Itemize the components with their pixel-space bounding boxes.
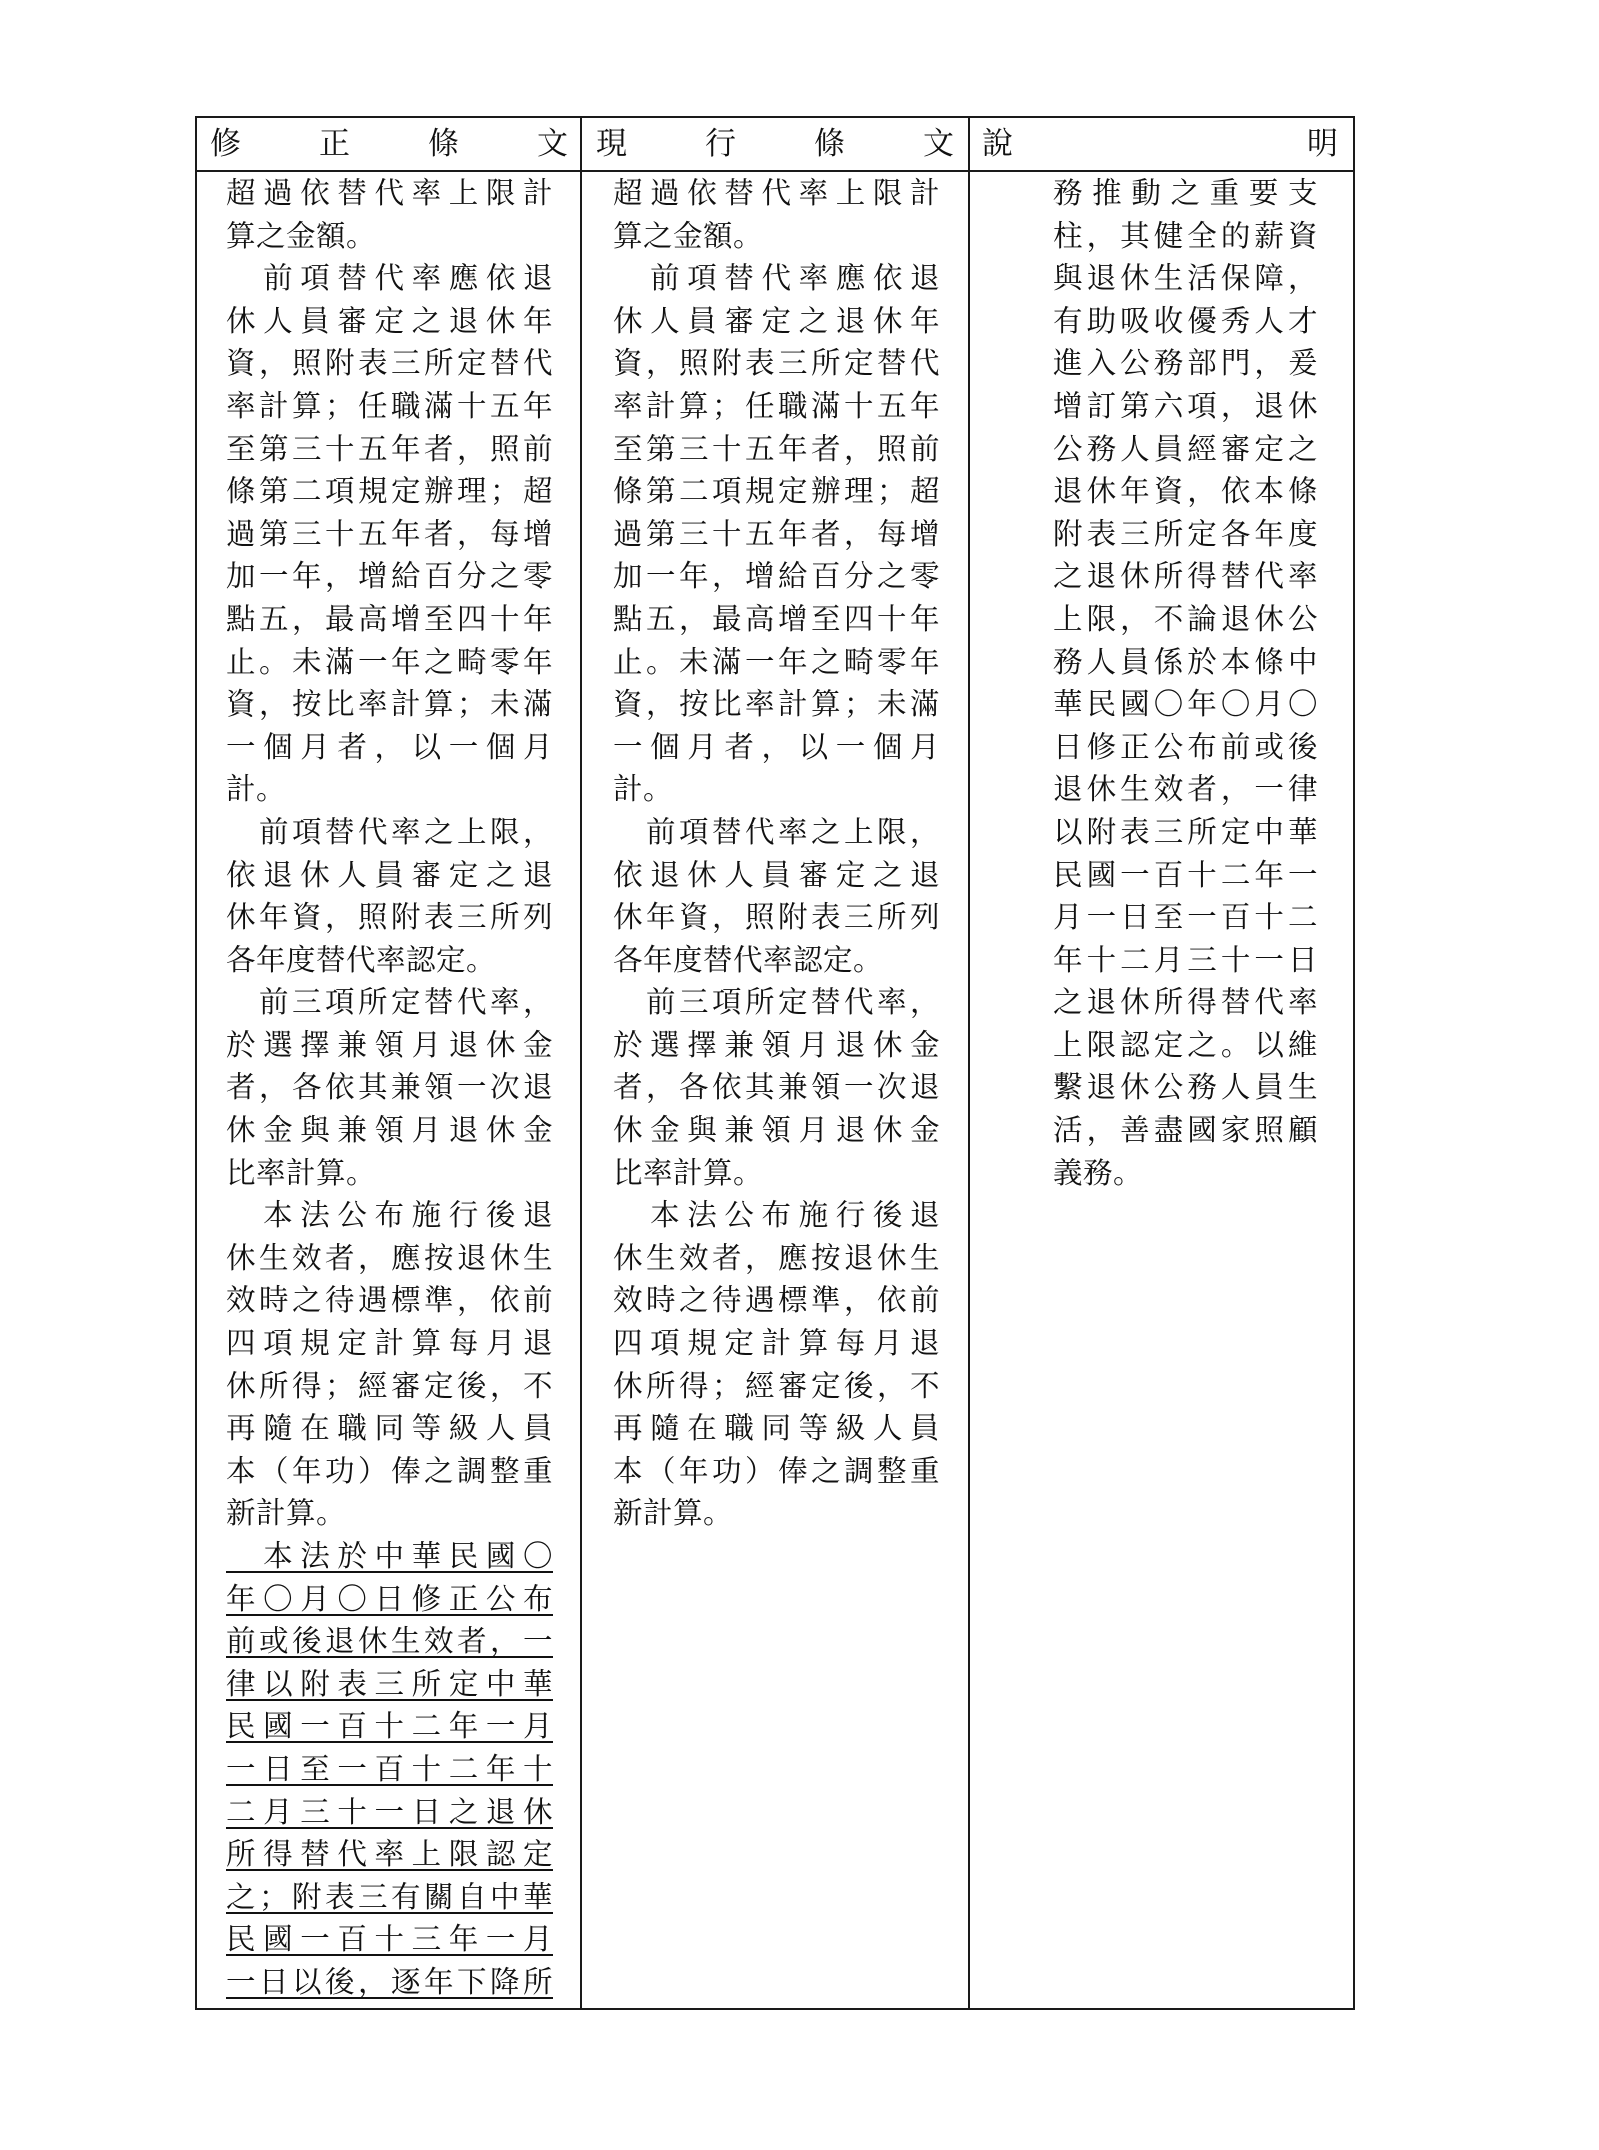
text-line: 各年度替代率認定。 xyxy=(613,942,884,977)
text-line: 一個月者，以一個月 xyxy=(613,729,940,764)
text-line: 至第三十五年者，照前 xyxy=(613,431,940,466)
text-line: 華民國〇年〇月〇 xyxy=(1053,687,1318,722)
text-line: 上限認定之。以維 xyxy=(1053,1027,1318,1062)
amended-articles-column xyxy=(226,172,553,2004)
text-line: 加一年，增給百分之零 xyxy=(613,559,940,594)
text-line: 公務人員經審定之 xyxy=(1053,431,1318,466)
text-line: 各年度替代率認定。 xyxy=(226,942,497,977)
text-line: 過第三十五年者，每增 xyxy=(226,516,553,551)
header-char: 修 xyxy=(210,126,241,162)
text-line: 本（年功）俸之調整重 xyxy=(613,1453,940,1488)
text-line: 民國一百十二年一 xyxy=(1053,857,1318,892)
underlined-text-line: 民國一百十二年一月 xyxy=(226,1709,553,1744)
text-line: 退休生效者，一律 xyxy=(1053,772,1318,807)
text-line: 年十二月三十一日 xyxy=(1053,942,1318,977)
text-line: 超過依替代率上限計 xyxy=(613,176,940,210)
text-line: 務人員係於本條中 xyxy=(1053,644,1318,679)
header-char: 行 xyxy=(705,126,736,162)
text-line: 以附表三所定中華 xyxy=(1053,814,1318,849)
underlined-text-line: 所得替代率上限認定 xyxy=(226,1837,553,1872)
header-explanation xyxy=(982,118,1338,170)
header-char: 條 xyxy=(814,126,845,162)
header-current-articles xyxy=(596,118,954,170)
table-border-left xyxy=(195,116,197,2010)
text-line: 休金與兼領月退休金 xyxy=(613,1113,940,1148)
text-line: 休生效者，應按退休生 xyxy=(613,1240,940,1275)
text-line: 效時之待遇標準，依前 xyxy=(226,1283,553,1318)
text-line: 算之金額。 xyxy=(613,218,764,253)
text-line: 率計算；任職滿十五年 xyxy=(613,388,940,423)
text-line: 條第二項規定辦理；超 xyxy=(613,474,940,509)
text-line: 四項規定計算每月退 xyxy=(613,1326,940,1361)
text-line: 休金與兼領月退休金 xyxy=(226,1113,553,1148)
text-line: 條第二項規定辦理；超 xyxy=(226,474,553,509)
text-line: 增訂第六項，退休 xyxy=(1053,388,1318,423)
text-line: 四項規定計算每月退 xyxy=(226,1326,553,1361)
text-line: 算之金額。 xyxy=(226,218,377,253)
text-line: 本法公布施行後退 xyxy=(226,1198,553,1233)
text-line: 柱，其健全的薪資 xyxy=(1053,218,1318,253)
text-line: 一個月者，以一個月 xyxy=(226,729,553,764)
table-border-right xyxy=(1353,116,1355,2010)
text-line: 止。未滿一年之畸零年 xyxy=(226,644,553,679)
text-line: 之退休所得替代率 xyxy=(1053,985,1318,1020)
text-line: 休人員審定之退休年 xyxy=(613,303,940,338)
text-line: 過第三十五年者，每增 xyxy=(613,516,940,551)
text-line: 資，按比率計算；未滿 xyxy=(226,687,553,722)
underlined-text-line: 律以附表三所定中華 xyxy=(226,1666,553,1701)
explanation-column xyxy=(1053,172,1318,1194)
text-line: 繫退休公務人員生 xyxy=(1053,1070,1318,1105)
text-line: 之退休所得替代率 xyxy=(1053,559,1318,594)
text-line: 比率計算。 xyxy=(613,1155,764,1190)
underlined-text-line: 年〇月〇日修正公布 xyxy=(226,1581,553,1616)
text-line: 比率計算。 xyxy=(226,1155,377,1190)
text-line: 點五，最高增至四十年 xyxy=(613,601,940,636)
underlined-text-line: 一日至一百十二年十 xyxy=(226,1751,553,1786)
text-line: 前項替代率應依退 xyxy=(226,261,553,296)
text-line: 務推動之重要支 xyxy=(1053,176,1318,210)
table-border-bottom xyxy=(195,2008,1355,2010)
text-line: 資，照附表三所定替代 xyxy=(613,346,940,381)
current-articles-column xyxy=(613,172,940,1535)
text-line: 休年資，照附表三所列 xyxy=(226,900,553,935)
header-char: 正 xyxy=(319,126,350,162)
text-line: 者，各依其兼領一次退 xyxy=(226,1070,553,1105)
text-line: 附表三所定各年度 xyxy=(1053,516,1318,551)
text-line: 再隨在職同等級人員 xyxy=(226,1411,553,1446)
text-line: 依退休人員審定之退 xyxy=(226,857,553,892)
text-line: 休人員審定之退休年 xyxy=(226,303,553,338)
text-line: 點五，最高增至四十年 xyxy=(226,601,553,636)
text-line: 者，各依其兼領一次退 xyxy=(613,1070,940,1105)
text-line: 進入公務部門，爰 xyxy=(1053,346,1318,381)
text-line: 休所得；經審定後，不 xyxy=(226,1368,553,1403)
text-line: 休年資，照附表三所列 xyxy=(613,900,940,935)
text-line: 上限，不論退休公 xyxy=(1053,601,1318,636)
text-line: 活，善盡國家照顧 xyxy=(1053,1113,1318,1148)
text-line: 休所得；經審定後，不 xyxy=(613,1368,940,1403)
underlined-text-line: 本法於中華民國〇 xyxy=(226,1539,553,1573)
text-line: 計。 xyxy=(226,772,287,807)
text-line: 休生效者，應按退休生 xyxy=(226,1240,553,1275)
text-line: 至第三十五年者，照前 xyxy=(226,431,553,466)
header-amended-articles xyxy=(210,118,568,170)
underlined-text-line: 一日以後，逐年下降所 xyxy=(226,1964,553,1999)
text-line: 日修正公布前或後 xyxy=(1053,729,1318,764)
header-char: 文 xyxy=(537,126,568,162)
text-line: 效時之待遇標準，依前 xyxy=(613,1283,940,1318)
text-line: 於選擇兼領月退休金 xyxy=(226,1027,553,1062)
text-line: 前三項所定替代率， xyxy=(226,985,553,1020)
text-line: 計。 xyxy=(613,772,674,807)
text-line: 義務。 xyxy=(1053,1155,1144,1190)
header-char: 文 xyxy=(923,126,954,162)
text-line: 新計算。 xyxy=(613,1496,734,1531)
header-char: 說 xyxy=(982,126,1013,162)
text-line: 前項替代率應依退 xyxy=(613,261,940,296)
text-line: 再隨在職同等級人員 xyxy=(613,1411,940,1446)
header-char: 現 xyxy=(596,126,627,162)
column-divider-2 xyxy=(968,116,970,2010)
text-line: 加一年，增給百分之零 xyxy=(226,559,553,594)
text-line: 本法公布施行後退 xyxy=(613,1198,940,1233)
header-char: 明 xyxy=(1307,126,1338,162)
text-line: 月一日至一百十二 xyxy=(1053,900,1318,935)
text-line: 依退休人員審定之退 xyxy=(613,857,940,892)
underlined-text-line: 之；附表三有關自中華 xyxy=(226,1879,553,1914)
text-line: 前三項所定替代率， xyxy=(613,985,940,1020)
text-line: 率計算；任職滿十五年 xyxy=(226,388,553,423)
text-line: 前項替代率之上限， xyxy=(226,814,553,849)
underlined-text-line: 民國一百十三年一月 xyxy=(226,1922,553,1957)
text-line: 前項替代率之上限， xyxy=(613,814,940,849)
text-line: 止。未滿一年之畸零年 xyxy=(613,644,940,679)
text-line: 資，按比率計算；未滿 xyxy=(613,687,940,722)
text-line: 新計算。 xyxy=(226,1496,347,1531)
column-divider-1 xyxy=(580,116,582,2010)
underlined-text-line: 二月三十一日之退休 xyxy=(226,1794,553,1829)
underlined-text-line: 前或後退休生效者，一 xyxy=(226,1624,553,1659)
text-line: 退休年資，依本條 xyxy=(1053,474,1318,509)
text-line: 資，照附表三所定替代 xyxy=(226,346,553,381)
text-line: 與退休生活保障， xyxy=(1053,261,1318,296)
text-line: 超過依替代率上限計 xyxy=(226,176,553,210)
header-char: 條 xyxy=(428,126,459,162)
text-line: 本（年功）俸之調整重 xyxy=(226,1453,553,1488)
text-line: 有助吸收優秀人才 xyxy=(1053,303,1318,338)
text-line: 於選擇兼領月退休金 xyxy=(613,1027,940,1062)
